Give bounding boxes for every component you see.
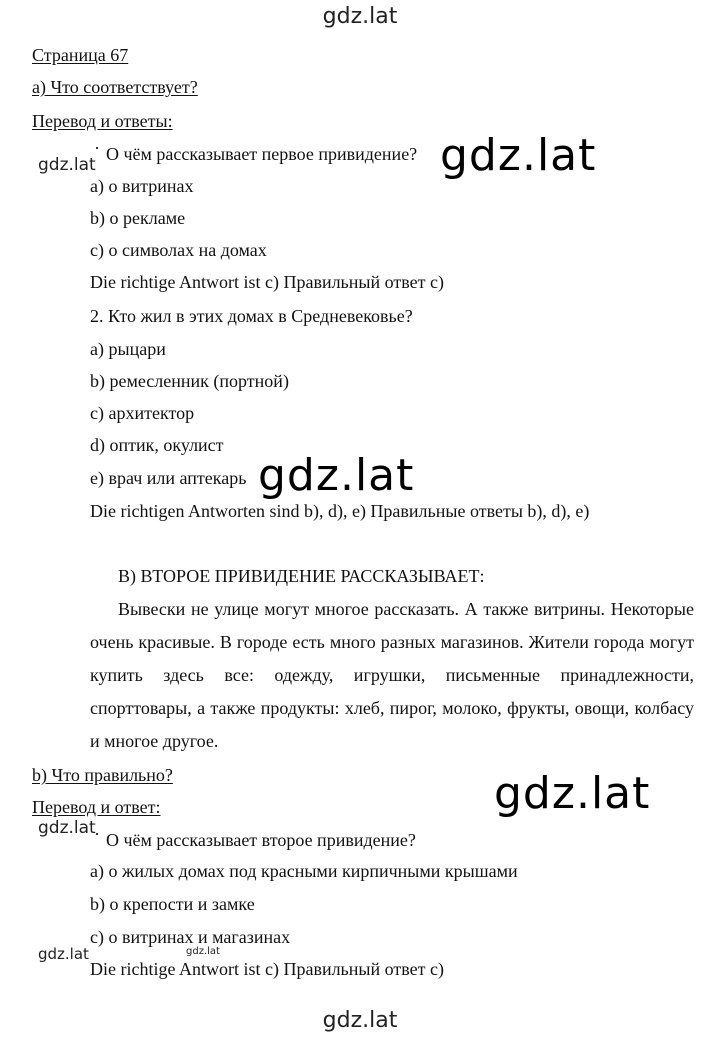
q2-option-d: d) оптик, окулист — [90, 435, 224, 455]
q2-option-a: а) рыцари — [90, 339, 166, 359]
watermark-top: gdz.lat — [322, 4, 398, 29]
watermark-small-1: gdz.lat — [38, 155, 96, 175]
q2-answer: Die richtigen Antworten sind b), d), e) Правильные ответы b), d), e) — [90, 501, 590, 521]
question-1: О чём рассказывает первое привидение? — [106, 144, 418, 164]
watermark-tiny: gdz.lat — [186, 946, 220, 957]
watermark-large-3: gdz.lat — [494, 768, 651, 819]
b-q1-answer: Die richtige Antwort ist c) Правильный ответ с) — [90, 959, 444, 979]
page-title: Страница 67 — [32, 45, 129, 65]
list-marker: · — [94, 138, 100, 158]
q2-option-c: с) архитектор — [90, 403, 195, 423]
q1-option-b: b) о рекламе — [90, 208, 186, 228]
watermark-large-1: gdz.lat — [440, 130, 597, 181]
q1-answer: Die richtige Antwort ist c) Правильный ответ с) — [90, 272, 444, 292]
b-question-1: О чём рассказывает второе привидение? — [106, 830, 416, 850]
task-a-heading: а) Что соответствует? — [32, 77, 198, 97]
watermark-bottom: gdz.lat — [322, 1008, 398, 1033]
translation-answers-heading: Перевод и ответы: — [32, 111, 173, 131]
task-b-heading: b) Что правильно? — [32, 765, 173, 785]
q2-option-e: е) врач или аптекарь — [90, 468, 247, 488]
translation-answer-heading: Перевод и ответ: — [32, 797, 161, 817]
q2-option-b: b) ремесленник (портной) — [90, 371, 289, 391]
watermark-large-2: gdz.lat — [258, 450, 415, 501]
watermark-small-2: gdz.lat — [38, 818, 96, 838]
question-2: 2. Кто жил в этих домах в Средневековье? — [90, 306, 413, 326]
section-b-paragraph: Вывески не улице могут многое рассказать. А также витрины. Некоторые очень красивые. В городе есть много разных магазинов. Жители города могут купить здесь все: одежду, игрушки, письменные принадлежности, спорттовары, а также продукты: хлеб, пирог, молоко, фрукты, овощи, колбасу и многое другое. — [90, 599, 694, 751]
section-b-title: В) ВТОРОЕ ПРИВИДЕНИЕ РАССКАЗЫВАЕТ: — [118, 566, 485, 586]
list-marker-2: · — [94, 824, 100, 844]
watermark-small-3: gdz.lat — [38, 945, 89, 963]
b-q1-option-c: с) о витринах и магазинах — [90, 927, 291, 947]
q1-option-c: с) о символах на домах — [90, 240, 267, 260]
b-q1-option-a: а) о жилых домах под красными кирпичными крышами — [90, 861, 518, 881]
b-q1-option-b: b) о крепости и замке — [90, 894, 255, 914]
q1-option-a: а) о витринах — [90, 176, 194, 196]
